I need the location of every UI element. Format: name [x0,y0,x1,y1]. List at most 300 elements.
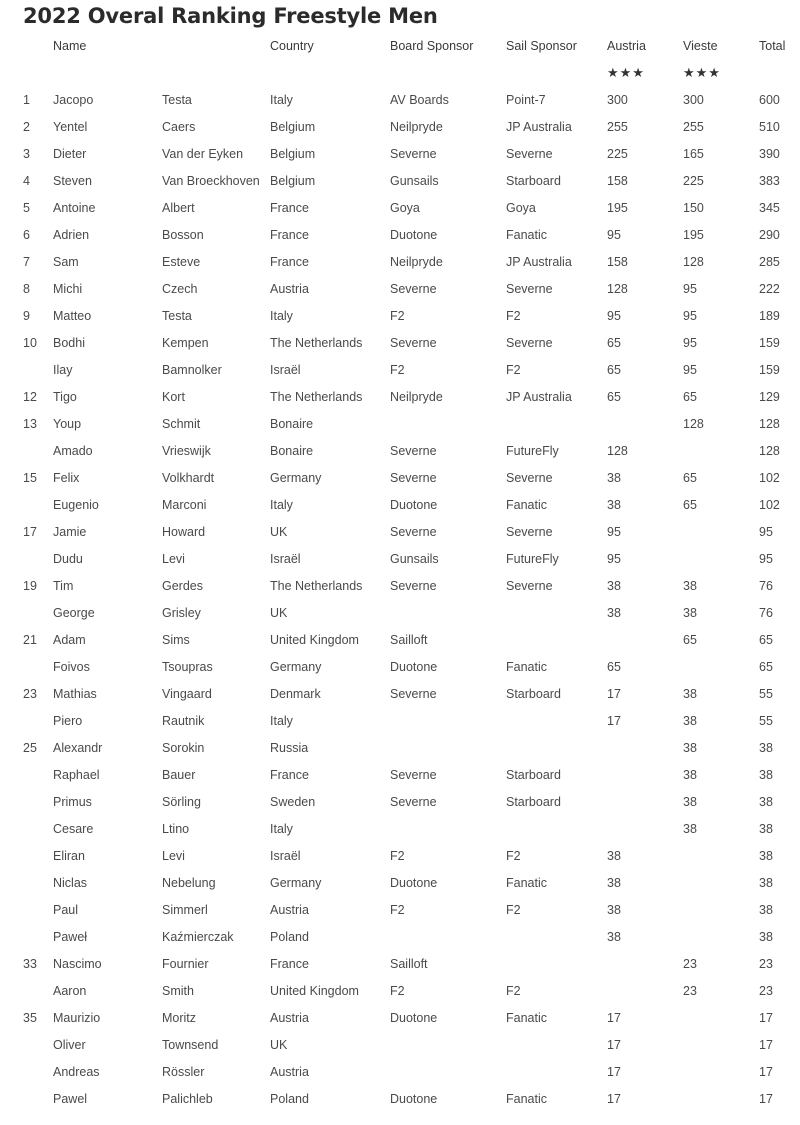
country-cell: Austria [270,1064,309,1079]
rank-cell [0,707,53,734]
rank-cell: 21 [23,632,37,647]
vieste-points-cell: 38 [683,713,697,728]
total-points-cell: 55 [759,686,773,701]
austria-points-cell: 17 [607,1010,621,1025]
table-row [0,545,800,572]
first-name-cell: Felix [53,470,80,485]
rank-cell [0,896,53,923]
last-name-cell: Rautnik [162,713,205,728]
table-row [0,950,800,977]
country-cell: Sweden [270,794,316,809]
sail-sponsor-cell: Fanatic [506,497,547,512]
board-sponsor-cell [390,599,506,626]
sail-sponsor-cell: Starboard [506,794,561,809]
total-points-cell: 17 [759,1010,773,1025]
sail-sponsor-cell: Severne [506,470,553,485]
austria-points-cell: 95 [607,524,621,539]
country-cell: Israël [270,551,301,566]
first-name-cell: Ilay [53,362,73,377]
sail-sponsor-cell: Starboard [506,767,561,782]
vieste-points-cell: 23 [683,956,697,971]
board-sponsor-cell [390,734,506,761]
austria-points-cell: 17 [607,1091,621,1106]
austria-points-cell: 65 [607,362,621,377]
stars-spacer [0,59,607,86]
last-name-cell: Kempen [162,335,209,350]
sail-sponsor-cell [506,626,607,653]
country-cell: Italy [270,497,293,512]
total-points-cell: 38 [759,848,773,863]
last-name-cell: Palichleb [162,1091,213,1106]
country-cell: Austria [270,1010,309,1025]
event-rating-row [0,59,800,86]
sail-sponsor-cell: FutureFly [506,551,559,566]
last-name-cell: Fournier [162,956,209,971]
table-row [0,113,800,140]
rank-cell [0,788,53,815]
first-name-cell: Jamie [53,524,87,539]
first-name-cell: Tim [53,578,74,593]
vieste-points-cell: 65 [683,632,697,647]
first-name-cell: Pawel [53,1091,88,1106]
rank-cell: 10 [23,335,37,350]
rank-cell: 7 [23,254,30,269]
board-sponsor-cell: Severne [390,794,437,809]
table-row [0,653,800,680]
austria-points-cell: 65 [607,389,621,404]
vieste-points-cell [683,653,759,680]
total-points-cell: 222 [759,281,780,296]
rank-cell: 25 [23,740,37,755]
header-board-sponsor: Board Sponsor [390,38,474,53]
first-name-cell: Andreas [53,1064,100,1079]
vieste-points-cell: 165 [683,146,704,161]
table-row [0,788,800,815]
first-name-cell: Amado [53,443,93,458]
first-name-cell: Maurizio [53,1010,101,1025]
rank-cell [0,545,53,572]
total-points-cell: 65 [759,632,773,647]
sail-sponsor-cell: Fanatic [506,1010,547,1025]
total-points-cell: 38 [759,740,773,755]
rank-cell [0,815,53,842]
header-austria: Austria [607,38,646,53]
ranking-table [0,32,800,1112]
table-row [0,707,800,734]
table-row [0,248,800,275]
first-name-cell: Antoine [53,200,96,215]
austria-points-cell: 38 [607,902,621,917]
board-sponsor-cell [390,410,506,437]
first-name-cell: Paweł [53,929,88,944]
rank-cell [0,1058,53,1085]
first-name-cell: Oliver [53,1037,86,1052]
total-points-cell: 95 [759,524,773,539]
rank-cell [0,356,53,383]
table-row [0,140,800,167]
first-name-cell: Tigo [53,389,77,404]
table-row [0,302,800,329]
total-points-cell: 159 [759,335,780,350]
vieste-star-rating: ★★★ [683,64,721,80]
first-name-cell: Dudu [53,551,83,566]
first-name-cell: Raphael [53,767,100,782]
total-points-cell: 38 [759,929,773,944]
vieste-points-cell [683,437,759,464]
austria-points-cell [607,734,683,761]
last-name-cell: Testa [162,308,192,323]
austria-points-cell: 17 [607,1037,621,1052]
sail-sponsor-cell: Point-7 [506,92,546,107]
last-name-cell: Testa [162,92,192,107]
country-cell: United Kingdom [270,983,359,998]
first-name-cell: Piero [53,713,83,728]
rank-cell: 5 [23,200,30,215]
total-points-cell: 383 [759,173,780,188]
last-name-cell: Rössler [162,1064,205,1079]
last-name-cell: Marconi [162,497,207,512]
vieste-points-cell: 95 [683,362,697,377]
rank-cell: 12 [23,389,37,404]
rank-cell: 8 [23,281,30,296]
rank-cell: 19 [23,578,37,593]
first-name-cell: Steven [53,173,92,188]
last-name-cell: Vingaard [162,686,212,701]
vieste-points-cell: 65 [683,470,697,485]
austria-points-cell: 38 [607,470,621,485]
austria-points-cell: 225 [607,146,628,161]
vieste-points-cell [683,545,759,572]
vieste-points-cell [683,1004,759,1031]
vieste-points-cell [683,1085,759,1112]
header-rank [0,32,53,59]
table-row [0,626,800,653]
rank-cell [0,869,53,896]
table-row [0,1058,800,1085]
austria-star-rating: ★★★ [607,64,645,80]
vieste-points-cell: 65 [683,389,697,404]
last-name-cell: Smith [162,983,194,998]
sail-sponsor-cell [506,1058,607,1085]
last-name-cell: Levi [162,848,185,863]
first-name-cell: Paul [53,902,79,917]
last-name-cell: Bosson [162,227,204,242]
header-total: Total [759,38,786,53]
table-row [0,410,800,437]
austria-points-cell [607,761,683,788]
table-row [0,86,800,113]
total-points-cell: 102 [759,497,780,512]
country-cell: Italy [270,821,293,836]
last-name-cell: Czech [162,281,198,296]
board-sponsor-cell: Duotone [390,1010,438,1025]
total-points-cell: 285 [759,254,780,269]
header-vieste: Vieste [683,38,718,53]
vieste-points-cell: 65 [683,497,697,512]
total-points-cell: 76 [759,605,773,620]
total-points-cell: 128 [759,443,780,458]
total-points-cell: 189 [759,308,780,323]
austria-points-cell: 38 [607,497,621,512]
total-points-cell: 102 [759,470,780,485]
country-cell: Italy [270,92,293,107]
header-name: Name [53,38,87,53]
table-row [0,383,800,410]
total-points-cell: 290 [759,227,780,242]
first-name-cell: Niclas [53,875,88,890]
table-row [0,329,800,356]
board-sponsor-cell: Severne [390,524,437,539]
country-cell: United Kingdom [270,632,359,647]
sail-sponsor-cell: Fanatic [506,1091,547,1106]
sail-sponsor-cell: F2 [506,848,521,863]
first-name-cell: Michi [53,281,83,296]
rank-cell [0,491,53,518]
last-name-cell: Schmit [162,416,201,431]
first-name-cell: Jacopo [53,92,94,107]
table-row [0,491,800,518]
country-cell: Austria [270,902,309,917]
table-row [0,815,800,842]
total-points-cell: 65 [759,659,773,674]
rank-cell [0,653,53,680]
total-points-cell: 38 [759,767,773,782]
board-sponsor-cell: F2 [390,308,405,323]
sail-sponsor-cell: Starboard [506,173,561,188]
board-sponsor-cell [390,1058,506,1085]
country-cell: Israël [270,848,301,863]
country-cell: The Netherlands [270,389,363,404]
total-points-cell: 23 [759,983,773,998]
country-cell: Italy [270,713,293,728]
sail-sponsor-cell: Fanatic [506,227,547,242]
table-row [0,221,800,248]
rank-cell: 15 [23,470,37,485]
total-points-cell: 55 [759,713,773,728]
table-row [0,275,800,302]
board-sponsor-cell: Severne [390,470,437,485]
austria-points-cell: 17 [607,1064,621,1079]
country-cell: Denmark [270,686,321,701]
first-name-cell: Mathias [53,686,97,701]
austria-points-cell: 158 [607,254,628,269]
board-sponsor-cell: Severne [390,335,437,350]
vieste-points-cell: 150 [683,200,704,215]
country-cell: Bonaire [270,443,314,458]
board-sponsor-cell: Duotone [390,659,438,674]
austria-points-cell: 128 [607,443,628,458]
total-points-cell: 129 [759,389,780,404]
sail-sponsor-cell: FutureFly [506,443,559,458]
sail-sponsor-cell [506,599,607,626]
sail-sponsor-cell: Fanatic [506,659,547,674]
board-sponsor-cell: Gunsails [390,173,439,188]
board-sponsor-cell: Sailloft [390,632,428,647]
sail-sponsor-cell: Severne [506,146,553,161]
table-header-row [0,32,800,59]
austria-points-cell: 95 [607,308,621,323]
rank-cell [0,1031,53,1058]
vieste-points-cell: 38 [683,740,697,755]
last-name-cell: Townsend [162,1037,219,1052]
board-sponsor-cell: F2 [390,983,405,998]
vieste-points-cell [683,869,759,896]
first-name-cell: Sam [53,254,79,269]
first-name-cell: Nascimo [53,956,102,971]
page-title: 2022 Overal Ranking Freestyle Men [23,4,438,28]
last-name-cell: Tsoupras [162,659,213,674]
sail-sponsor-cell [506,923,607,950]
austria-points-cell: 38 [607,929,621,944]
vieste-points-cell: 38 [683,767,697,782]
vieste-points-cell [683,896,759,923]
board-sponsor-cell [390,923,506,950]
last-name-cell: Moritz [162,1010,197,1025]
total-points-cell: 17 [759,1064,773,1079]
vieste-points-cell [683,518,759,545]
austria-points-cell: 17 [607,713,621,728]
first-name-cell: Matteo [53,308,92,323]
board-sponsor-cell: Severne [390,443,437,458]
country-cell: UK [270,524,288,539]
total-points-cell: 128 [759,416,780,431]
first-name-cell: Adam [53,632,86,647]
sail-sponsor-cell: Severne [506,281,553,296]
country-cell: Belgium [270,146,316,161]
total-points-cell: 17 [759,1037,773,1052]
last-name-cell: Van Broeckhoven [162,173,260,188]
table-row [0,923,800,950]
rank-cell: 9 [23,308,30,323]
rank-cell [0,923,53,950]
sail-sponsor-cell: Starboard [506,686,561,701]
total-points-cell: 23 [759,956,773,971]
board-sponsor-cell: Severne [390,578,437,593]
board-sponsor-cell: Duotone [390,1091,438,1106]
table-row [0,599,800,626]
first-name-cell: Bodhi [53,335,85,350]
first-name-cell: Yentel [53,119,88,134]
austria-points-cell: 158 [607,173,628,188]
vieste-points-cell: 38 [683,794,697,809]
first-name-cell: Alexandr [53,740,103,755]
country-cell: France [270,254,309,269]
sail-sponsor-cell: F2 [506,308,521,323]
vieste-points-cell: 225 [683,173,704,188]
first-name-cell: Foivos [53,659,90,674]
country-cell: UK [270,1037,288,1052]
austria-points-cell: 195 [607,200,628,215]
board-sponsor-cell: F2 [390,902,405,917]
first-name-cell: Youp [53,416,82,431]
country-cell: UK [270,605,288,620]
board-sponsor-cell: F2 [390,362,405,377]
country-cell: The Netherlands [270,335,363,350]
board-sponsor-cell: Severne [390,686,437,701]
last-name-cell: Bamnolker [162,362,222,377]
vieste-points-cell: 255 [683,119,704,134]
first-name-cell: George [53,605,95,620]
country-cell: Russia [270,740,309,755]
total-points-cell: 95 [759,551,773,566]
austria-points-cell: 65 [607,659,621,674]
austria-points-cell: 17 [607,686,621,701]
last-name-cell: Volkhardt [162,470,215,485]
austria-points-cell: 255 [607,119,628,134]
table-row [0,680,800,707]
sail-sponsor-cell: Fanatic [506,875,547,890]
sail-sponsor-cell: Severne [506,335,553,350]
vieste-points-cell: 95 [683,308,697,323]
total-points-cell: 600 [759,92,780,107]
table-row [0,761,800,788]
last-name-cell: Howard [162,524,206,539]
vieste-points-cell: 23 [683,983,697,998]
rank-cell [0,842,53,869]
vieste-points-cell: 95 [683,335,697,350]
board-sponsor-cell: Neilpryde [390,254,443,269]
last-name-cell: Sörling [162,794,201,809]
country-cell: France [270,767,309,782]
vieste-points-cell [683,1058,759,1085]
austria-points-cell [607,788,683,815]
austria-points-cell [607,626,683,653]
total-points-cell: 38 [759,875,773,890]
last-name-cell: Nebelung [162,875,216,890]
total-spacer [759,59,800,86]
board-sponsor-cell: Severne [390,767,437,782]
board-sponsor-cell: Goya [390,200,420,215]
vieste-points-cell: 38 [683,821,697,836]
table-row [0,437,800,464]
vieste-points-cell: 38 [683,605,697,620]
country-cell: Belgium [270,173,316,188]
rank-cell: 33 [23,956,37,971]
vieste-points-cell: 128 [683,254,704,269]
table-row [0,572,800,599]
first-name-cell: Dieter [53,146,87,161]
austria-points-cell [607,977,683,1004]
rank-cell [0,977,53,1004]
table-row [0,194,800,221]
country-cell: Bonaire [270,416,314,431]
austria-points-cell: 38 [607,605,621,620]
country-cell: France [270,200,309,215]
total-points-cell: 38 [759,821,773,836]
last-name-cell: Levi [162,551,185,566]
austria-points-cell [607,950,683,977]
table-row [0,842,800,869]
rank-cell: 2 [23,119,30,134]
vieste-points-cell: 38 [683,578,697,593]
rank-cell: 6 [23,227,30,242]
sail-sponsor-cell: JP Australia [506,254,572,269]
country-cell: The Netherlands [270,578,363,593]
austria-points-cell: 38 [607,875,621,890]
vieste-points-cell [683,842,759,869]
country-cell: France [270,956,309,971]
country-cell: Germany [270,470,322,485]
country-cell: Italy [270,308,293,323]
board-sponsor-cell: Neilpryde [390,389,443,404]
total-points-cell: 510 [759,119,780,134]
last-name-cell: Simmerl [162,902,208,917]
rank-cell: 13 [23,416,37,431]
last-name-cell: Albert [162,200,195,215]
first-name-cell: Eliran [53,848,85,863]
table-row [0,896,800,923]
austria-points-cell: 128 [607,281,628,296]
